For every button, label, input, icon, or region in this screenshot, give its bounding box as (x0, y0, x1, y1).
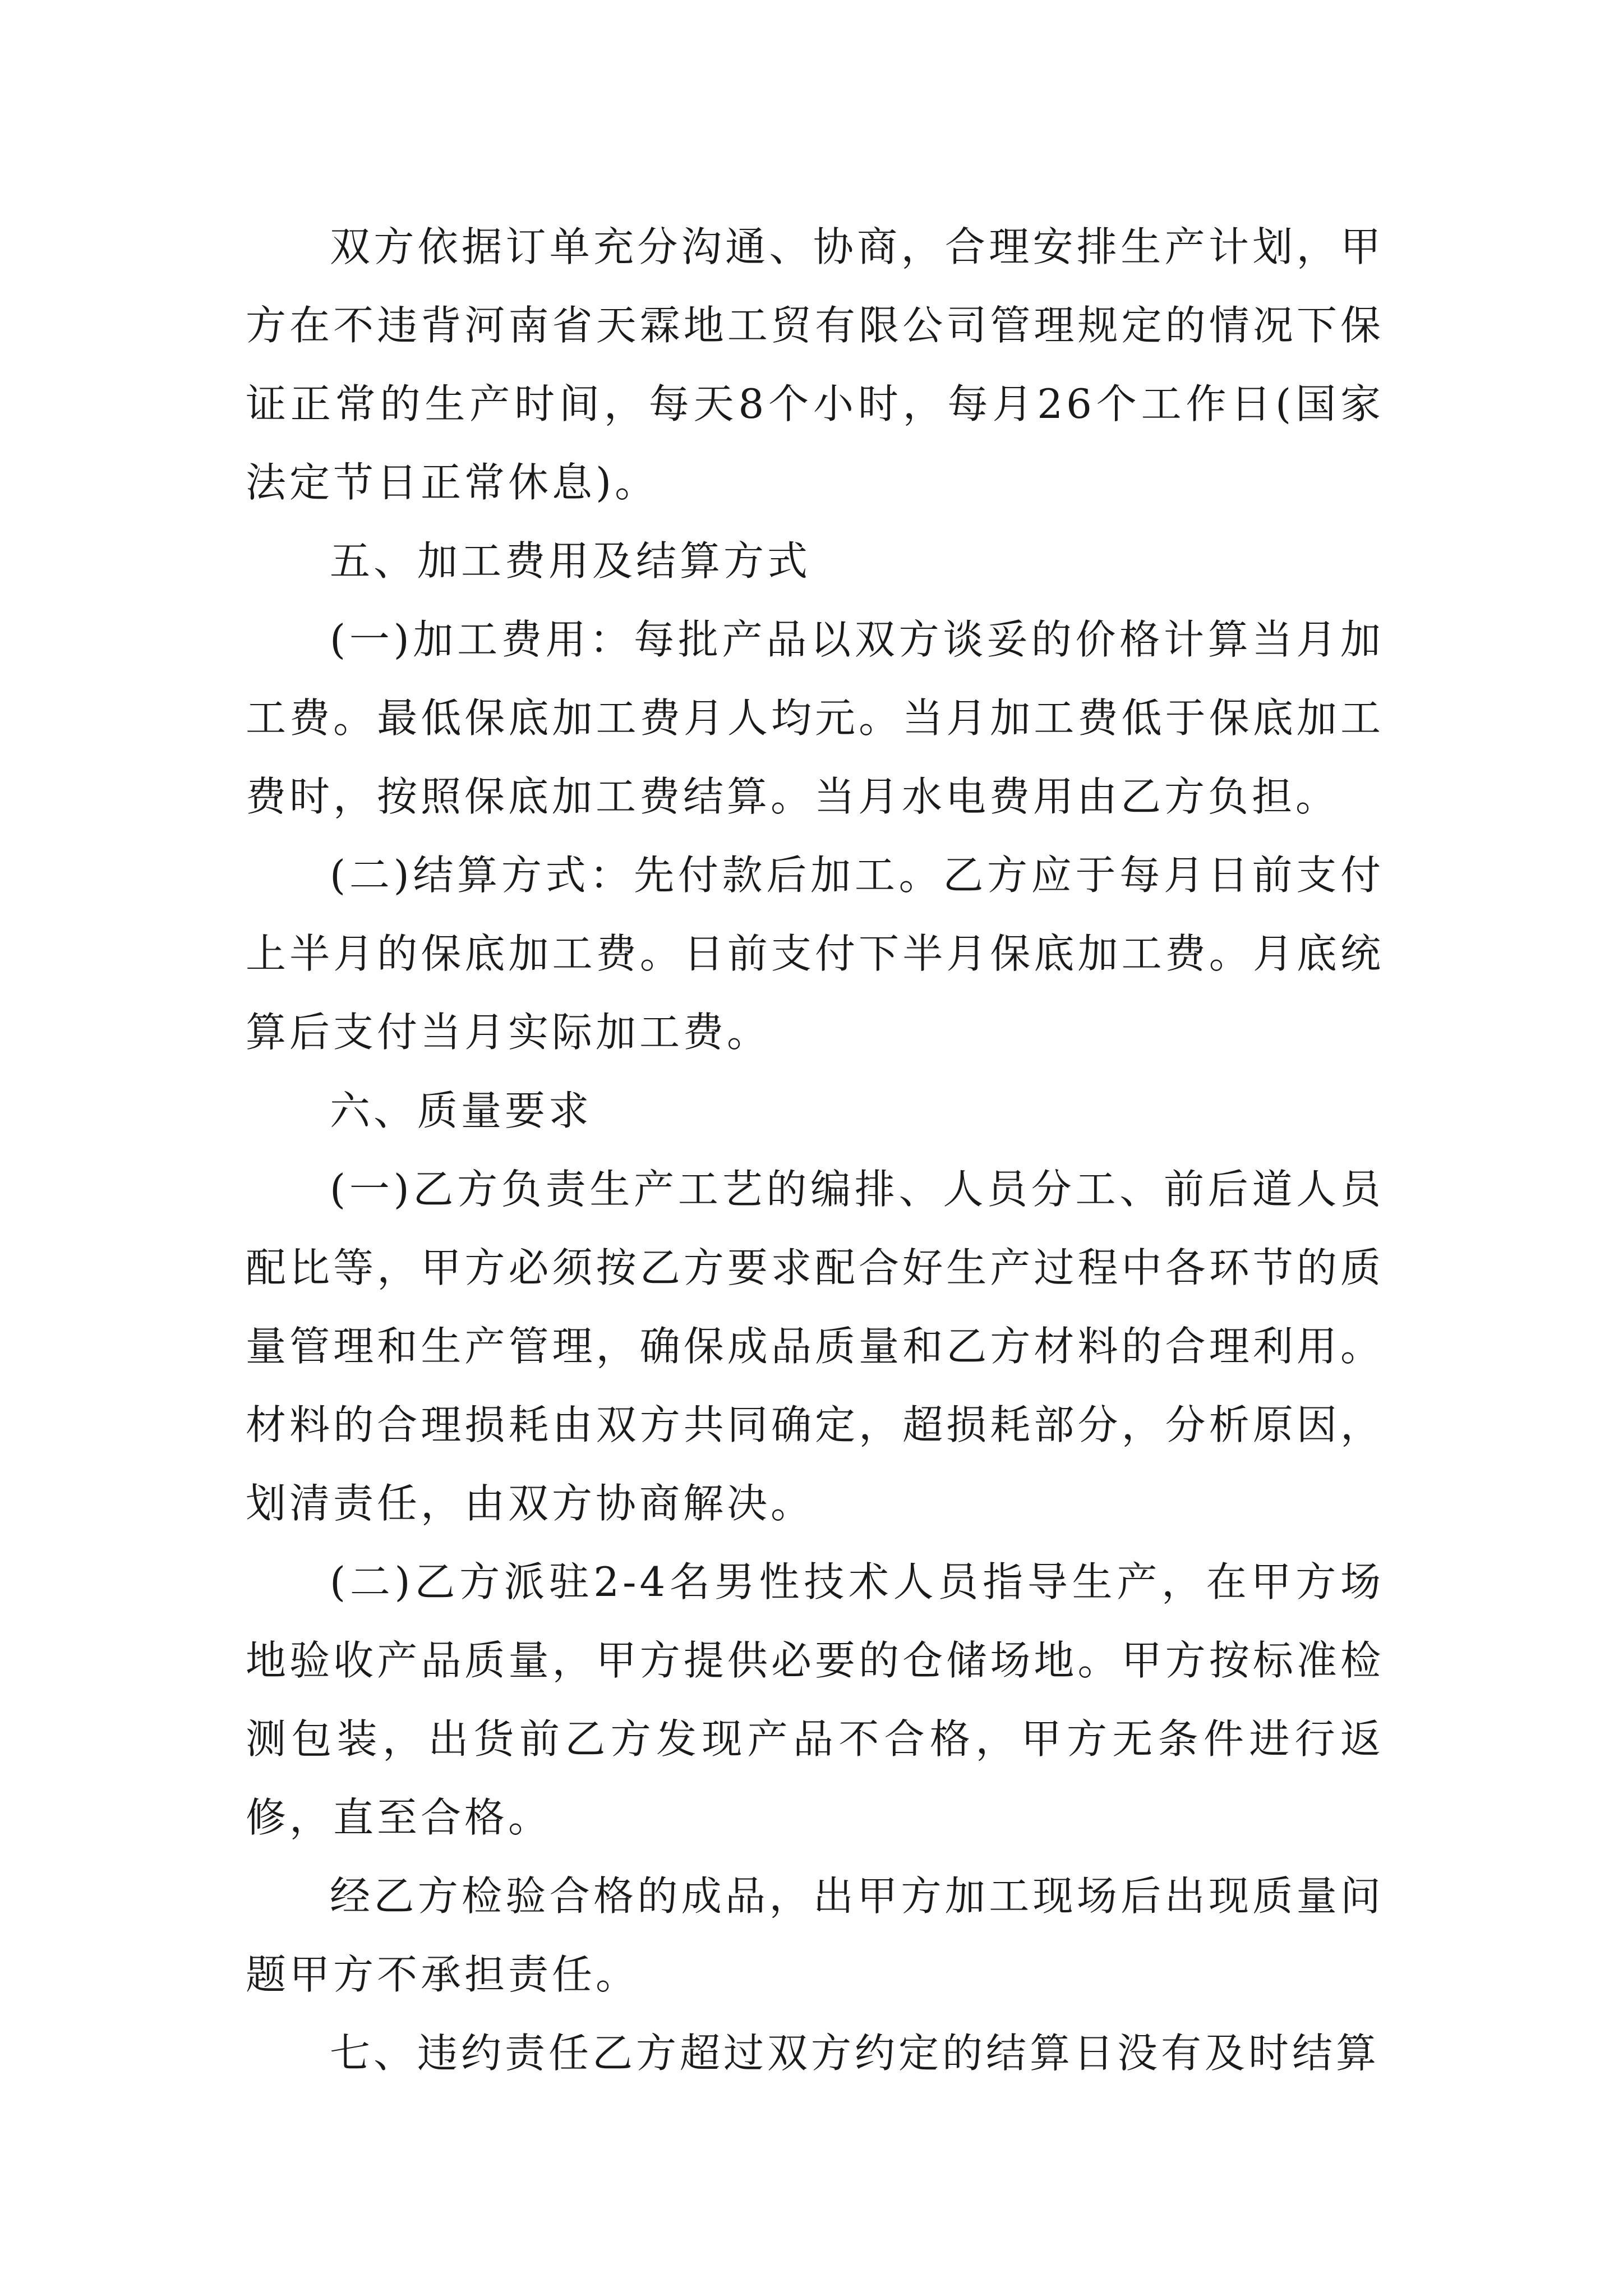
paragraph-quality-management: (一)乙方负责生产工艺的编排、人员分工、前后道人员配比等，甲方必须按乙方要求配合好生产过程中各环节的质量管理和生产管理，确保成品质量和乙方材料的合理利用。材料的合理损耗由双方共同确定，超损耗部分，分析原因，划清责任，由双方协商解决。 (246, 1166, 1384, 1527)
document-body (246, 208, 1384, 2092)
paragraph-processing-fee: (一)加工费用：每批产品以双方谈妥的价格计算当月加工费。最低保底加工费月人均元。当月加工费低于保底加工费时，按照保底加工费结算。当月水电费用由乙方负担。 (246, 616, 1384, 820)
section-heading-quality: 六、质量要求 (330, 1087, 593, 1134)
section-heading-fees-settlement: 五、加工费用及结算方式 (330, 537, 811, 585)
paragraph-production-schedule: 双方依据订单充分沟通、协商，合理安排生产计划，甲方在不违背河南省天霖地工贸有限公司管理规定的情况下保证正常的生产时间，每天8个小时，每月26个工作日(国家法定节日正常休息)。 (246, 223, 1384, 506)
paragraph-quality-liability: 经乙方检验合格的成品，出甲方加工现场后出现质量问题甲方不承担责任。 (246, 1872, 1384, 1998)
section-heading-breach: 七、违约责任乙方超过双方约定的结算日没有及时结算 (330, 2030, 1380, 2077)
paragraph-settlement-method: (二)结算方式：先付款后加工。乙方应于每月日前支付上半月的保底加工费。日前支付下半月保底加工费。月底统算后支付当月实际加工费。 (246, 852, 1384, 1056)
paragraph-technical-staff: (二)乙方派驻2-4名男性技术人员指导生产，在甲方场地验收产品质量，甲方提供必要的仓储场地。甲方按标准检测包装，出货前乙方发现产品不合格，甲方无条件进行返修，直至合格。 (246, 1558, 1384, 1841)
